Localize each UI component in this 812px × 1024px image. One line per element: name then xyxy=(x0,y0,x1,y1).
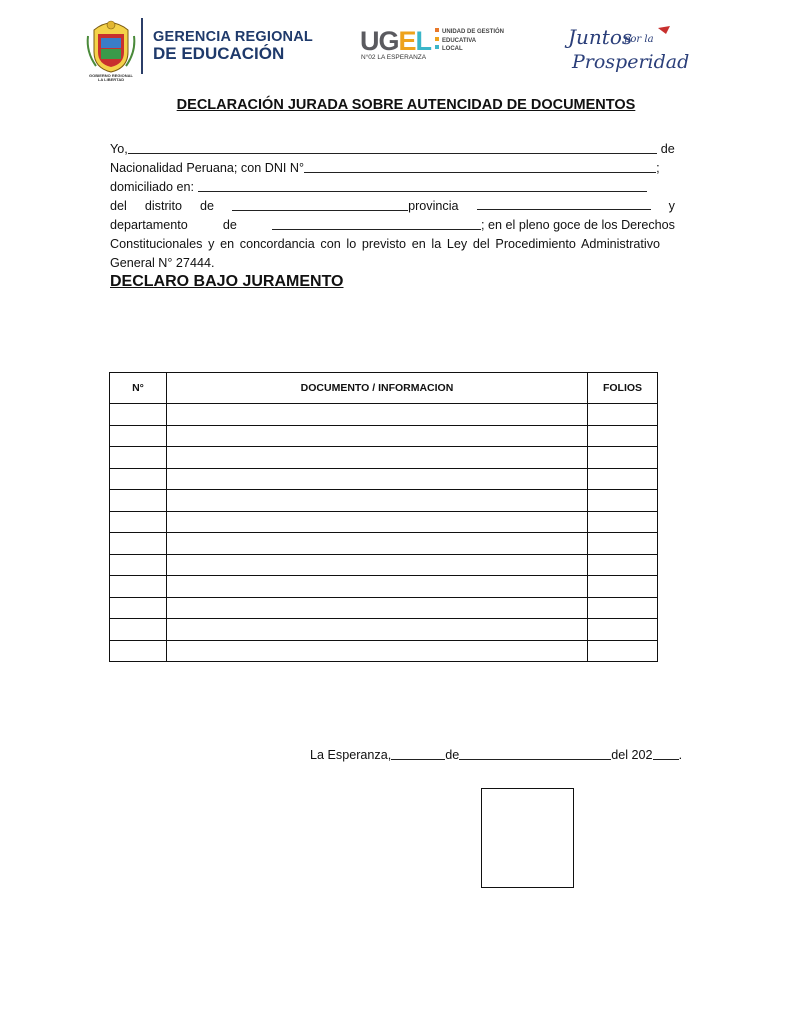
table-row xyxy=(110,404,658,426)
ugel-item: LOCAL xyxy=(435,45,504,54)
cell-number[interactable] xyxy=(110,404,167,426)
ugel-letter-u: U xyxy=(360,26,379,56)
month-field[interactable] xyxy=(459,747,611,760)
yellow-square-icon xyxy=(435,37,439,41)
documents-table xyxy=(109,372,658,662)
province-field[interactable] xyxy=(477,197,651,210)
cell-number[interactable] xyxy=(110,640,167,662)
cell-number[interactable] xyxy=(110,468,167,490)
cell-folios[interactable] xyxy=(588,511,658,533)
table-row xyxy=(110,640,658,662)
ugel-logo xyxy=(360,26,431,57)
col-document-header: DOCUMENTO / INFORMACION xyxy=(167,373,588,404)
por-la-word: por la xyxy=(624,34,654,45)
table-row xyxy=(110,619,658,641)
table-row xyxy=(110,425,658,447)
cell-folios[interactable] xyxy=(588,425,658,447)
cell-folios[interactable] xyxy=(588,619,658,641)
ugel-items xyxy=(435,28,504,54)
cell-document[interactable] xyxy=(167,576,588,598)
cell-folios[interactable] xyxy=(588,640,658,662)
ugel-letter-l: L xyxy=(415,26,432,56)
cell-document[interactable] xyxy=(167,425,588,447)
ugel-subtitle: N°02 LA ESPERANZA xyxy=(361,54,427,61)
cell-number[interactable] xyxy=(110,490,167,512)
table-row xyxy=(110,576,658,598)
table-row xyxy=(110,511,658,533)
cell-document[interactable] xyxy=(167,619,588,641)
name-field[interactable] xyxy=(128,141,657,154)
gerencia-line1: GERENCIA REGIONAL xyxy=(153,29,313,45)
dni-field[interactable] xyxy=(304,160,656,173)
address-field[interactable] xyxy=(198,179,647,192)
line-constitucionales: Constitucionales y en concordancia con lo previsto en la Ley del Procedimiento Administrativo xyxy=(110,237,661,251)
fingerprint-box xyxy=(481,788,574,888)
logo-divider xyxy=(141,18,143,74)
cell-document[interactable] xyxy=(167,468,588,490)
cell-number[interactable] xyxy=(110,597,167,619)
department-field[interactable] xyxy=(272,217,481,230)
table-row xyxy=(110,490,658,512)
day-field[interactable] xyxy=(391,747,445,760)
cell-number[interactable] xyxy=(110,533,167,555)
ugel-letter-e: E xyxy=(398,26,416,56)
line-departamento: departamento de ; en el pleno goce de los Derechos xyxy=(110,218,675,232)
cell-document[interactable] xyxy=(167,597,588,619)
col-number-header: N° xyxy=(110,373,167,404)
table-row xyxy=(110,533,658,555)
ugel-item: EDUCATIVA xyxy=(435,37,504,46)
cell-folios[interactable] xyxy=(588,404,658,426)
table-row xyxy=(110,554,658,576)
table-row xyxy=(110,447,658,469)
declaro-heading: DECLARO BAJO JURAMENTO xyxy=(110,273,344,290)
year-field[interactable] xyxy=(653,747,679,760)
line-yo: Yo, de xyxy=(110,142,675,156)
cell-document[interactable] xyxy=(167,511,588,533)
cell-number[interactable] xyxy=(110,619,167,641)
juntos-word: Juntos xyxy=(568,25,633,49)
cell-number[interactable] xyxy=(110,554,167,576)
cell-number[interactable] xyxy=(110,447,167,469)
cell-number[interactable] xyxy=(110,511,167,533)
cell-folios[interactable] xyxy=(588,490,658,512)
cell-folios[interactable] xyxy=(588,468,658,490)
ugel-letter-g: G xyxy=(378,26,399,56)
shield-caption: GOBIERNO REGIONAL LA LIBERTAD xyxy=(88,73,133,82)
district-field[interactable] xyxy=(232,198,408,211)
cell-document[interactable] xyxy=(167,490,588,512)
orange-square-icon xyxy=(435,28,439,32)
cell-folios[interactable] xyxy=(588,533,658,555)
date-line: La Esperanza, de del 202 . xyxy=(310,748,683,762)
cell-document[interactable] xyxy=(167,554,588,576)
document-title: DECLARACIÓN JURADA SOBRE AUTENCIDAD DE DOCUMENTOS xyxy=(176,97,636,113)
line-distrito: del distrito de provincia y xyxy=(110,199,675,213)
line-domicilio: domiciliado en: xyxy=(110,178,647,197)
table-row xyxy=(110,468,658,490)
cell-folios[interactable] xyxy=(588,597,658,619)
regional-shield-logo xyxy=(86,16,136,74)
gerencia-line2: DE EDUCACIÓN xyxy=(153,44,285,63)
cell-number[interactable] xyxy=(110,425,167,447)
header-logos xyxy=(0,14,768,82)
cyan-square-icon xyxy=(435,45,439,49)
cell-number[interactable] xyxy=(110,576,167,598)
ugel-item: UNIDAD DE GESTIÓN xyxy=(435,28,504,37)
prosperidad-word: Prosperidad xyxy=(572,51,690,73)
table-row xyxy=(110,597,658,619)
cell-folios[interactable] xyxy=(588,554,658,576)
cell-document[interactable] xyxy=(167,447,588,469)
juntos-prosperidad-logo xyxy=(566,20,690,74)
col-folios-header: FOLIOS xyxy=(588,373,658,404)
cell-document[interactable] xyxy=(167,533,588,555)
cell-document[interactable] xyxy=(167,640,588,662)
cell-folios[interactable] xyxy=(588,447,658,469)
table-header-row xyxy=(110,373,658,404)
line-general: General N° 27444. xyxy=(110,256,215,270)
line-nacionalidad: Nacionalidad Peruana; con DNI N° ; xyxy=(110,161,660,175)
cell-document[interactable] xyxy=(167,404,588,426)
cell-folios[interactable] xyxy=(588,576,658,598)
flag-icon xyxy=(658,26,670,34)
